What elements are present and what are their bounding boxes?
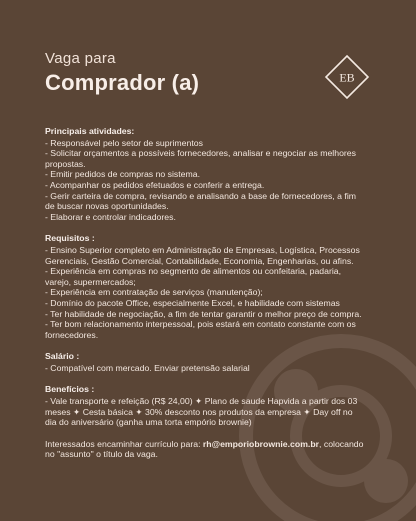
page-title: Comprador (a) <box>45 70 200 95</box>
list-item: - Gerir carteira de compra, revisando e analisando a base de fornecedores, a fim de buscar novas oportunidades. <box>45 190 356 212</box>
job-description <box>45 126 365 460</box>
contact-note <box>45 439 365 460</box>
section-salary <box>45 351 365 373</box>
section-activities <box>45 126 365 222</box>
section-title: Requisitos : <box>45 233 95 244</box>
eb-diamond-logo-icon <box>324 54 370 100</box>
section-title: Principais atividades: <box>45 126 135 136</box>
list-item: - Compatível com mercado. Enviar pretensão salarial <box>45 362 250 373</box>
page-kicker: Vaga para <box>45 50 116 67</box>
list-item: - Solicitar orçamentos a possíveis fornecedores, analisar e negociar as melhores propostas. <box>45 148 356 169</box>
list-item: - Responsável pelo setor de suprimentos <box>45 137 203 148</box>
contact-prefix: Interessados encaminhar currículo para: <box>45 438 203 449</box>
section-title: Benefícios : <box>45 384 95 395</box>
list-item: - Experiência em contratação de serviços (manutenção); <box>45 287 263 298</box>
contact-email[interactable]: rh@emporiobrownie.com.br <box>202 438 320 449</box>
list-item: - Experiência em compras no segmento de alimentos ou confeitaria, padaria, varejo, supermercados; <box>45 266 342 287</box>
section-requirements <box>45 233 365 340</box>
list-item: - Domínio do pacote Office, especialmente Excel, e habilidade com sistemas <box>45 297 340 308</box>
list-item: - Acompanhar os pedidos efetuados e conferir a entrega. <box>45 179 265 190</box>
list-item: - Ter bom relacionamento interpessoal, pois estará em contato constante com os fornecedores. <box>45 319 356 340</box>
list-item: - Elaborar e controlar indicadores. <box>45 211 176 222</box>
contact-suffix: , colocando no "assunto" o título da vaga. <box>45 438 364 460</box>
list-item: - Ter habilidade de negociação, a fim de tentar garantir o melhor preço de compra. <box>45 308 362 319</box>
logo-letters: EB <box>339 70 355 85</box>
list-item: - Emitir pedidos de compras no sistema. <box>45 169 200 180</box>
section-title: Salário : <box>45 351 80 362</box>
list-item: - Vale transporte e refeição (R$ 24,00) ✦ Plano de saude Hapvida a partir dos 03 meses ✦ Cesta básica ✦ 30% desconto nos produtos da empresa ✦ Day off no dia do aniversário (ganha uma torta empório brownie) <box>45 396 358 428</box>
list-item: - Ensino Superior completo em Administração de Empresas, Logística, Processos Gerenciais, Gestão Comercial, Contabilidade, Economia, Engenharias, ou afins. <box>45 244 360 266</box>
section-benefits <box>45 384 365 427</box>
